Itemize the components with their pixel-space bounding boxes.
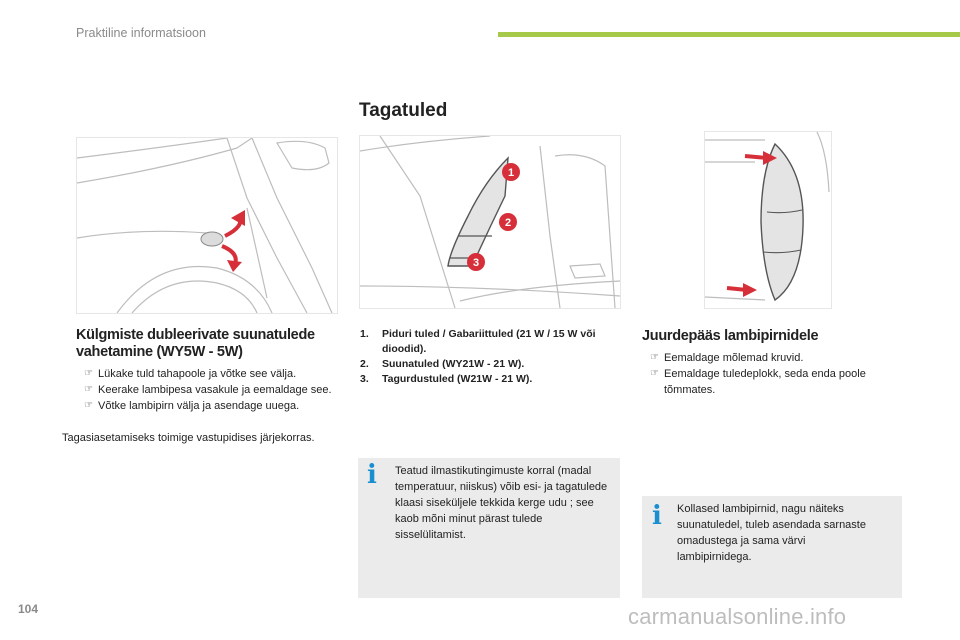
bullet-marker-icon: ☞: [84, 368, 93, 379]
bulb-list: [360, 327, 622, 387]
info-icon: i: [367, 460, 377, 490]
header-accent-bar: [498, 32, 960, 37]
callout-3: 3: [472, 257, 480, 269]
info-icon: i: [652, 501, 662, 531]
left-heading: [76, 327, 346, 361]
bullet-marker-icon: ☞: [650, 352, 659, 363]
side-repeater-drawing: [77, 138, 337, 313]
info-box-yellow-bulbs: [642, 496, 902, 598]
rear-light-drawing: [360, 136, 620, 308]
list-item: 2. Suunatuled (WY21W - 21 W).: [360, 358, 525, 370]
right-heading: Juurdepääs lambipirnidele: [642, 328, 819, 344]
left-heading-line-1: Külgmiste dubleerivate suunatulede: [76, 327, 315, 343]
info-text: Kollased lambipirnid, nagu näiteks suunatuledel, tuleb asendada sarnaste omadustega ja sama värvi lambipirnidega.: [677, 503, 866, 563]
bullet-marker-icon: ☞: [650, 368, 659, 379]
left-instructions: [76, 366, 336, 414]
list-item: ☞ Keerake lambipesa vasakule ja eemaldage see.: [84, 384, 332, 396]
bullet-marker-icon: ☞: [84, 384, 93, 395]
callout-2: 2: [504, 217, 512, 229]
list-item: ☞ Lükake tuld tahapoole ja võtke see välja.: [84, 368, 297, 380]
rear-light-illustration: [359, 135, 621, 309]
list-item: ☞ Eemaldage mõlemad kruvid.: [650, 352, 804, 364]
tail-light-unit-drawing: [705, 132, 831, 308]
left-note: Tagasiasetamiseks toimige vastupidises järjekorras.: [62, 432, 315, 444]
list-item: ☞ Eemaldage tuledeplokk, seda enda poole tõmmates.: [650, 368, 866, 396]
watermark: carmanualsonline.info: [628, 604, 847, 629]
callout-1: 1: [507, 167, 515, 179]
list-item: 3. Tagurdustuled (W21W - 21 W).: [360, 373, 533, 385]
tail-light-unit-illustration: [704, 131, 832, 309]
right-instructions: [642, 350, 902, 398]
list-item: 1. Piduri tuled / Gabariittuled (21 W / 15 W või dioodid).: [360, 328, 596, 355]
page-title: Tagatuled: [359, 100, 448, 121]
info-text: Teatud ilmastikutingimuste korral (madal temperatuur, niiskus) võib esi- ja tagatulede klaasi siseküljele tekkida kerge udu ; see kaob mõni minut pärast tulede sisselülitamist.: [395, 465, 608, 541]
list-item: ☞ Võtke lambipirn välja ja asendage uuega.: [84, 400, 300, 412]
section-title: Praktiline informatsioon: [76, 26, 206, 40]
page-number: 104: [18, 602, 39, 616]
bullet-marker-icon: ☞: [84, 400, 93, 411]
info-box-condensation: [358, 458, 620, 598]
side-repeater-illustration: [76, 137, 338, 314]
left-heading-line-2: vahetamine (WY5W - 5W): [76, 344, 243, 360]
